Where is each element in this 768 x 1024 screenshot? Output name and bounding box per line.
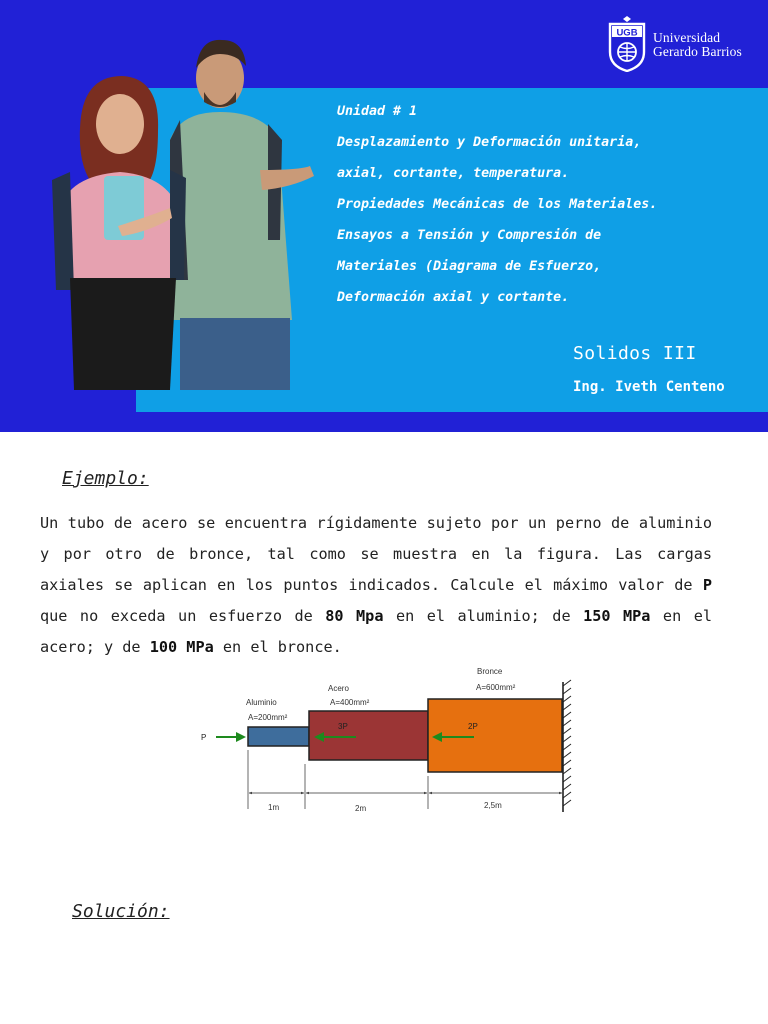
- stress-bronze: 100 MPa: [149, 638, 214, 656]
- wall-hatching: [563, 680, 571, 806]
- unit-line: Propiedades Mecánicas de los Materiales.: [337, 197, 658, 212]
- unit-line: Ensayos a Tensión y Compresión de: [337, 228, 602, 243]
- statement-text: en el bronce.: [213, 638, 342, 656]
- statement-text: en el acero; y de: [40, 607, 712, 656]
- course-name: Solidos III: [573, 343, 697, 364]
- title-banner: [0, 0, 768, 432]
- steel-bar: [309, 711, 428, 760]
- aluminum-area: A=200mm²: [248, 713, 288, 722]
- unit-line: Materiales (Diagrama de Esfuerzo,: [337, 259, 602, 274]
- teacher-name: Ing. Iveth Centeno: [573, 379, 725, 395]
- university-shield-icon: [606, 16, 648, 72]
- load-3p-label: 3P: [338, 722, 348, 731]
- ugb-logo: [606, 16, 756, 72]
- university-name-line2: Gerardo Barrios: [653, 44, 742, 59]
- stress-steel: 150 MPa: [583, 607, 651, 625]
- bronze-bar: [428, 699, 562, 772]
- unit-line: Deformación axial y cortante.: [337, 290, 570, 305]
- load-2p-label: 2P: [468, 722, 478, 731]
- svg-text:UGB: UGB: [616, 27, 638, 39]
- problem-statement: [40, 508, 712, 663]
- steel-label: Acero: [328, 684, 349, 693]
- statement-text: que no exceda un esfuerzo de: [40, 607, 326, 625]
- aluminum-bar: [248, 727, 309, 746]
- unit-line: axial, cortante, temperatura.: [337, 166, 570, 181]
- aluminum-label: Aluminio: [246, 698, 277, 707]
- bronze-area: A=600mm²: [476, 683, 516, 692]
- statement-text: en el aluminio; de: [383, 607, 584, 625]
- load-symbol: P: [702, 576, 712, 594]
- unit-description: [337, 96, 757, 313]
- bronze-label: Bronce: [477, 667, 503, 676]
- steel-area: A=400mm²: [330, 698, 370, 707]
- dim-steel: 2m: [355, 804, 367, 813]
- unit-line: Unidad # 1: [337, 104, 418, 119]
- dim-aluminum: 1m: [268, 803, 280, 812]
- statement-text: Un tubo de acero se encuentra rígidamente sujeto por un perno de aluminio y por otro de bronce, tal como se muestra en la figura. Las cargas axiales se aplican en los puntos indicados. Calcule el máximo valor de: [40, 514, 712, 594]
- example-heading: Ejemplo:: [62, 468, 149, 489]
- students-photo: [30, 20, 330, 390]
- unit-line: Desplazamiento y Deformación unitaria,: [337, 135, 642, 150]
- load-p-label: P: [201, 733, 207, 742]
- bar-assembly-figure: [190, 664, 580, 824]
- dim-bronze: 2,5m: [484, 801, 502, 810]
- solution-heading: Solución:: [72, 901, 170, 922]
- stress-aluminum: 80 Mpa: [325, 607, 384, 625]
- university-name-line1: Universidad: [653, 30, 721, 45]
- university-name: [653, 31, 742, 59]
